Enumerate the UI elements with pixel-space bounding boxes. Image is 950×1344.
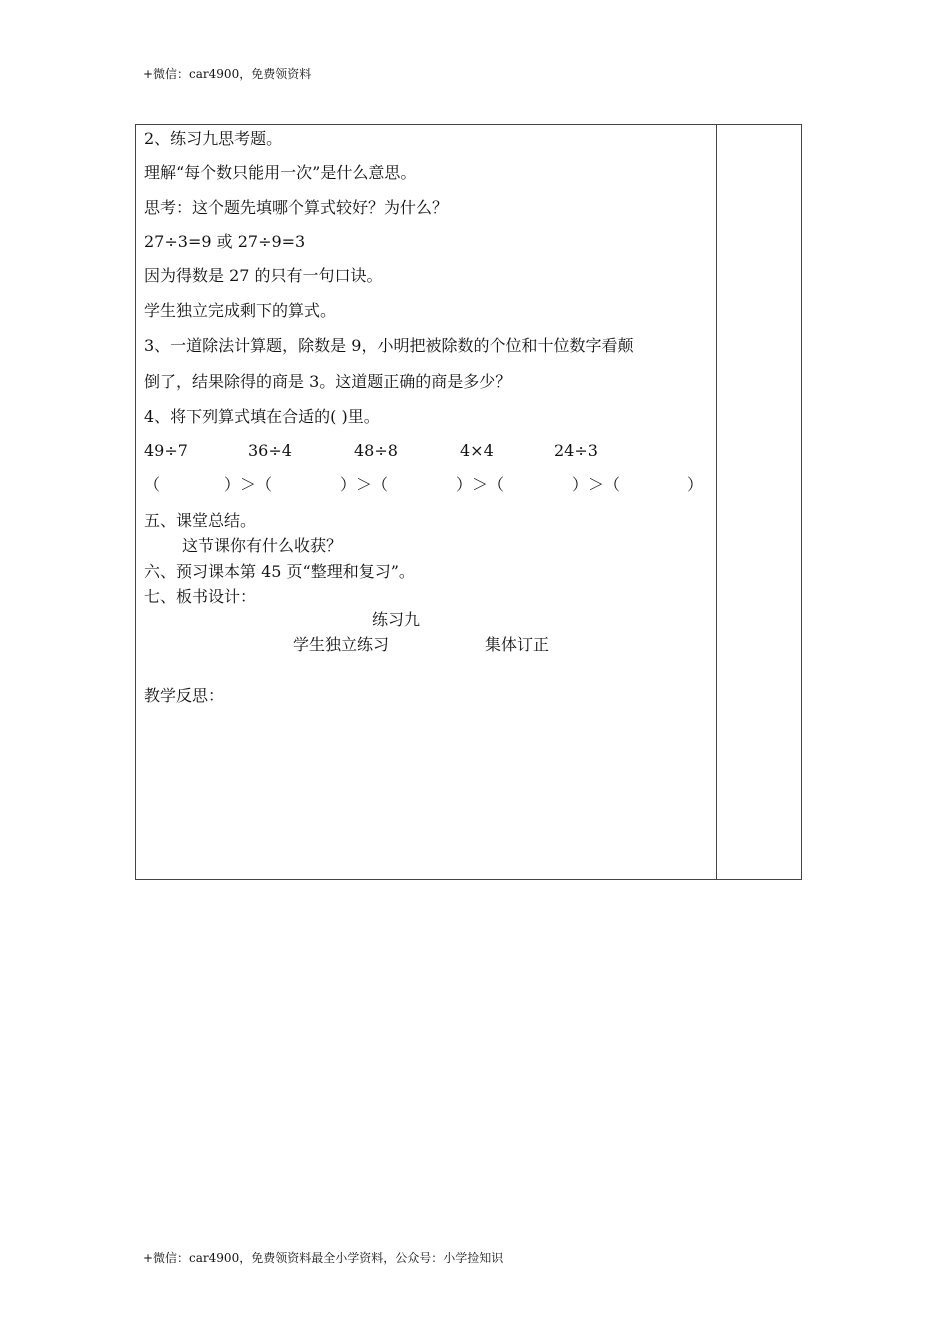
- blank-bracket: ）＞（: [340, 475, 389, 494]
- header-watermark-note: +微信：car4900，免费领资料: [143, 67, 312, 81]
- board-right-item: 集体订正: [485, 635, 550, 654]
- exercise-2-line-understand: 理解“每个数只能用一次”是什么意思。: [144, 163, 417, 182]
- blank-bracket: ）＞（: [224, 475, 273, 494]
- expression-item: 36÷4: [248, 441, 292, 460]
- exercise-2-line-think: 思考：这个题先填哪个算式较好？为什么？: [144, 198, 449, 217]
- expression-item: 24÷3: [554, 441, 598, 460]
- exercise-2-equation: 27÷3=9 或 27÷9=3: [144, 232, 306, 251]
- exercise-2-heading: 2、练习九思考题。: [144, 129, 283, 148]
- blank-bracket: ）＞（: [572, 475, 621, 494]
- blank-bracket: ）: [687, 475, 704, 494]
- expression-item: 49÷7: [144, 441, 188, 460]
- blank-bracket: （: [144, 475, 161, 494]
- exercise-3-line-1: 3、一道除法计算题，除数是 9，小明把被除数的个位和十位数字看颠: [144, 336, 634, 355]
- comparison-blanks-row: [144, 475, 709, 495]
- expression-row: [144, 441, 704, 461]
- board-left-item: 学生独立练习: [293, 635, 390, 654]
- exercise-2-independent: 学生独立完成剩下的算式。: [144, 301, 337, 320]
- footer-watermark-note: +微信：car4900，免费领资料最全小学资料，公众号：小学捡知识: [143, 1251, 504, 1265]
- section-5-heading: 五、课堂总结。: [144, 511, 257, 530]
- board-title: 练习九: [372, 610, 421, 629]
- section-5-question: 这节课你有什么收获？: [182, 536, 343, 555]
- expression-item: 48÷8: [354, 441, 398, 460]
- teaching-reflection-label: 教学反思：: [144, 686, 225, 705]
- blank-bracket: ）＞（: [456, 475, 505, 494]
- exercise-4-heading: 4、将下列算式填在合适的( )里。: [144, 407, 380, 426]
- section-7-heading: 七、板书设计：: [144, 587, 257, 606]
- table-column-divider: [716, 124, 717, 880]
- expression-item: 4×4: [460, 441, 494, 460]
- exercise-3-line-2: 倒了，结果除得的商是 3。这道题正确的商是多少？: [144, 372, 512, 391]
- exercise-2-reason: 因为得数是 27 的只有一句口诀。: [144, 266, 383, 285]
- section-6-heading: 六、预习课本第 45 页“整理和复习”。: [144, 562, 415, 581]
